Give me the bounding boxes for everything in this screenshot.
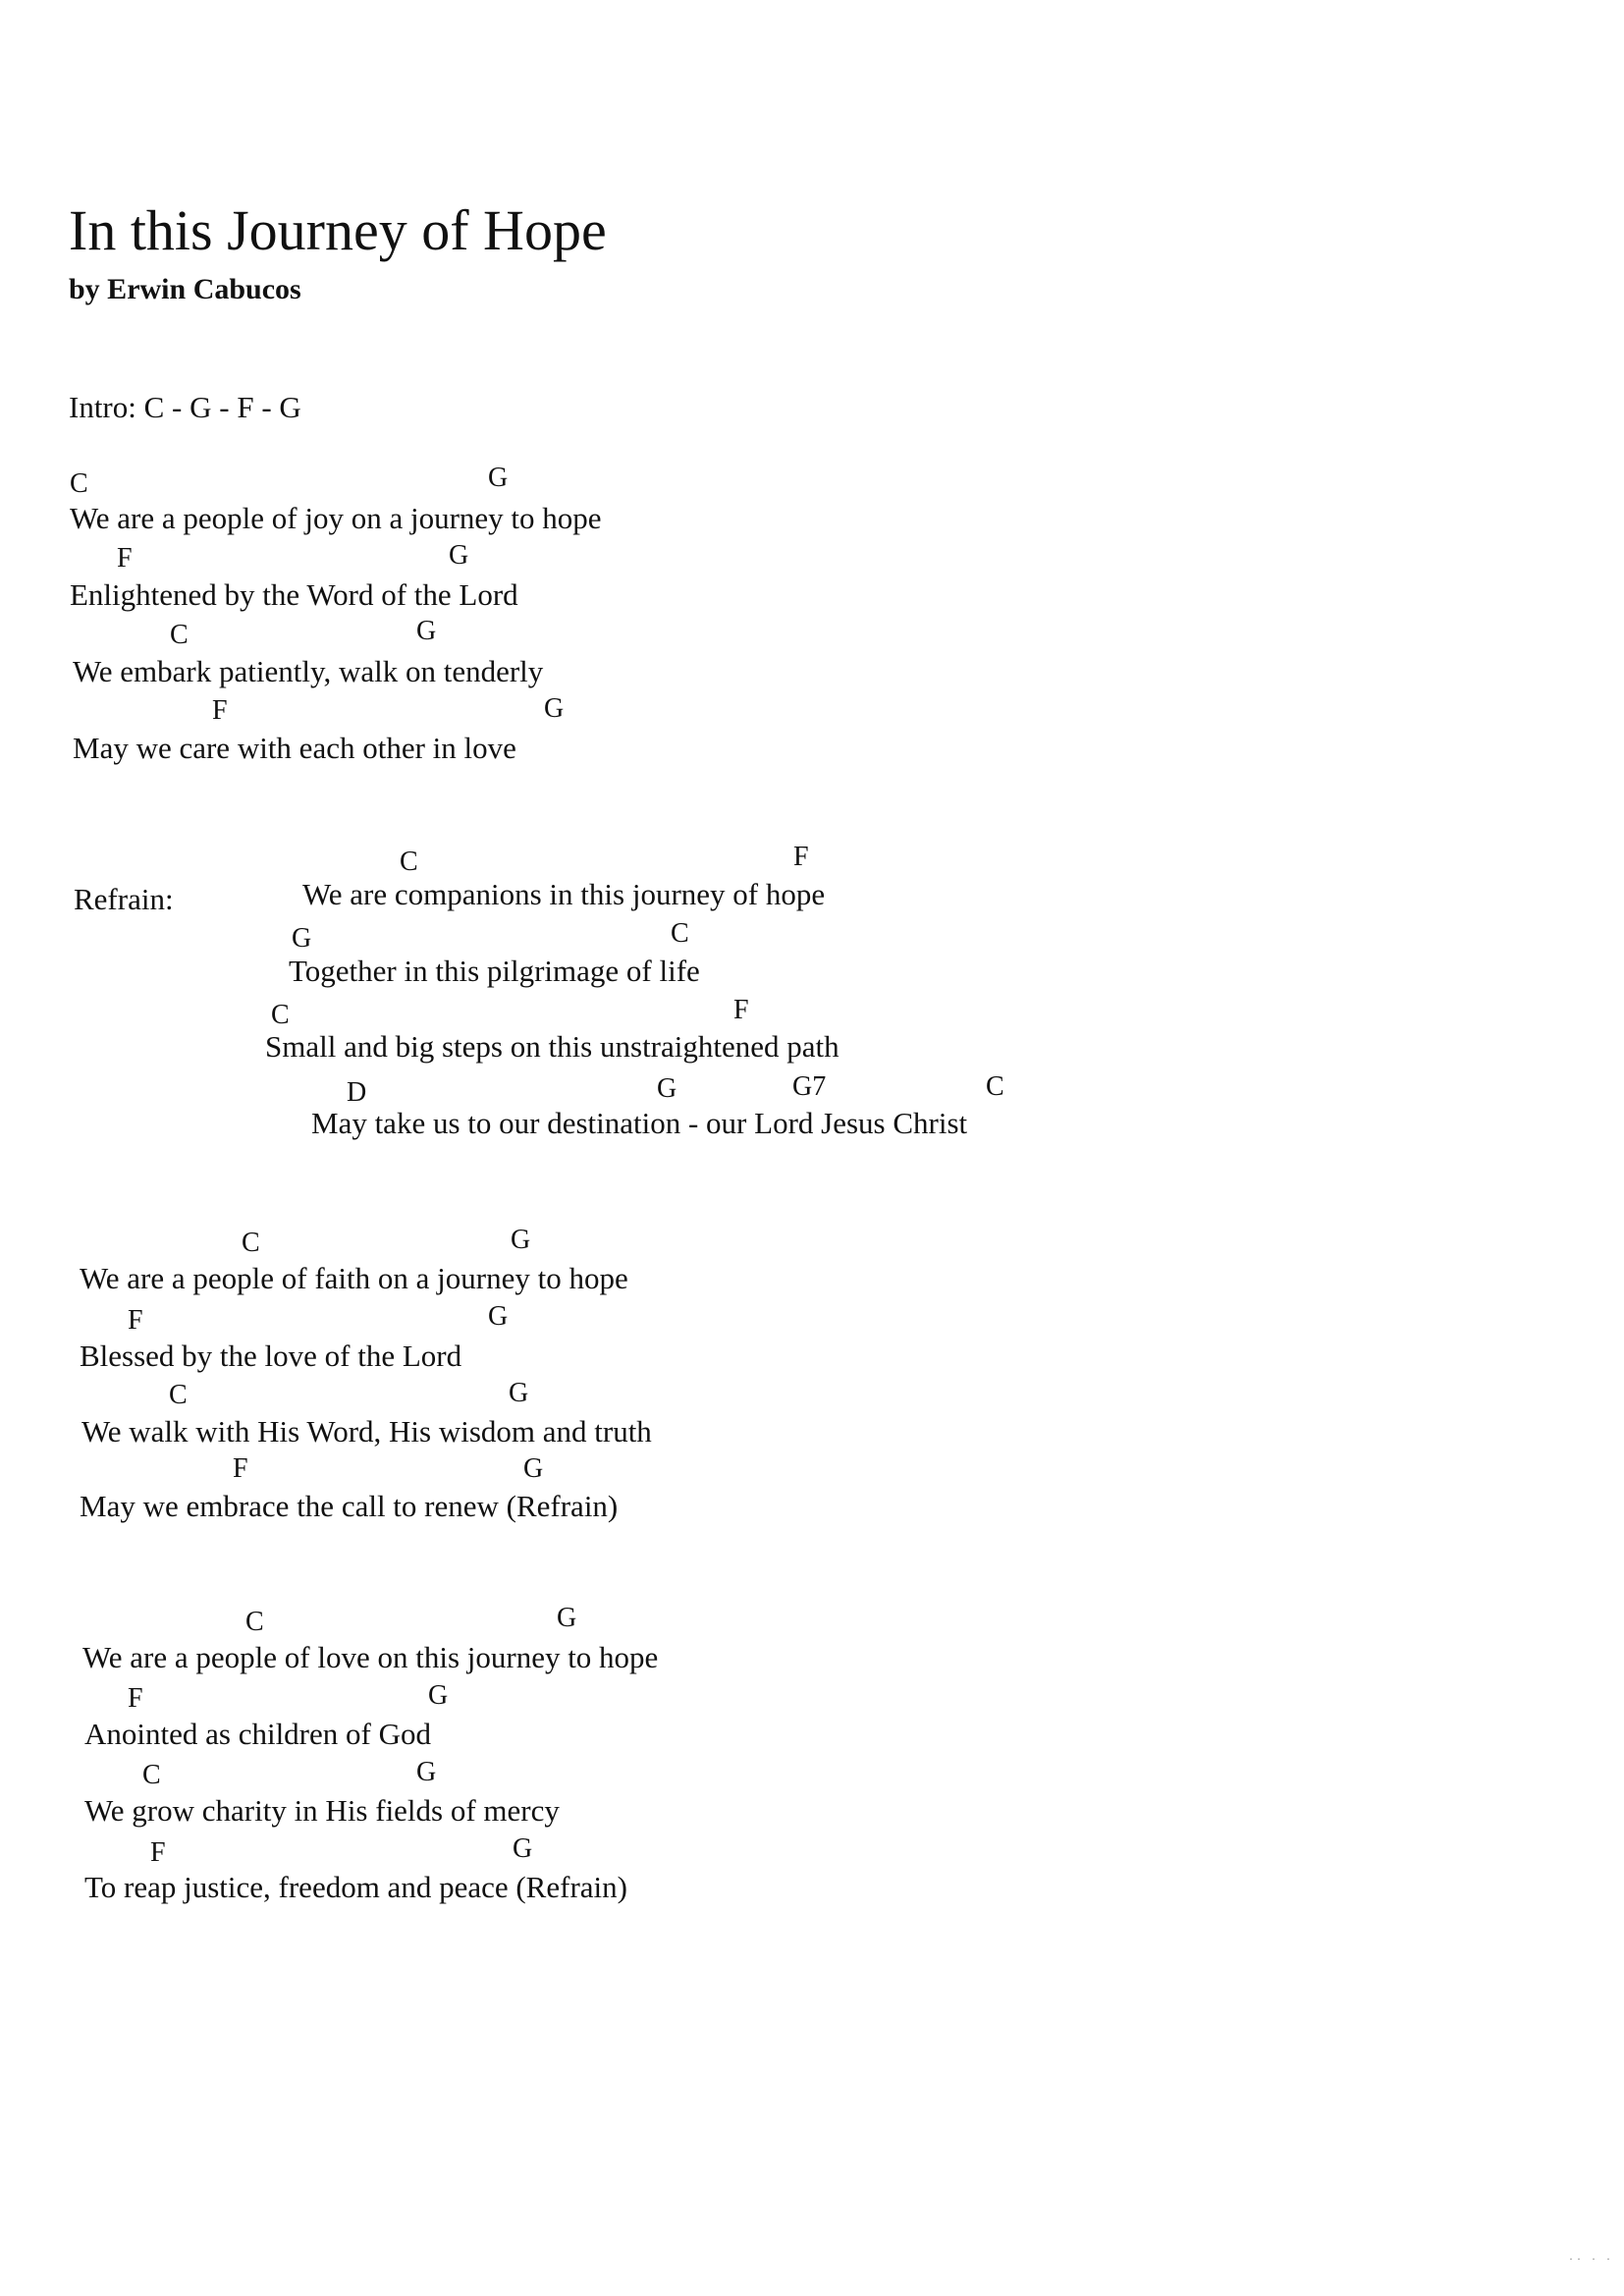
- chord: F: [233, 1453, 248, 1484]
- chord: C: [70, 468, 88, 499]
- refrain-label: Refrain:: [74, 882, 174, 916]
- lyric-line: Blessed by the love of the Lord: [80, 1339, 462, 1373]
- chord: F: [150, 1837, 166, 1868]
- lyric-line: Anointed as children of God: [84, 1717, 431, 1751]
- lyric-line: Together in this pilgrimage of life: [289, 954, 700, 988]
- lyric-line: Enlightened by the Word of the Lord: [70, 577, 518, 612]
- song-title: In this Journey of Hope: [69, 198, 607, 262]
- chord: G7: [792, 1071, 827, 1102]
- lyric-line: We walk with His Word, His wisdom and truth: [81, 1414, 652, 1449]
- chord: C: [170, 620, 189, 650]
- chord: D: [347, 1077, 367, 1108]
- chord: F: [128, 1683, 143, 1714]
- chord: G: [449, 540, 469, 571]
- chord: C: [245, 1607, 264, 1637]
- lyric-line: To reap justice, freedom and peace (Refrain): [84, 1870, 627, 1904]
- chord: G: [488, 1301, 509, 1332]
- chord: G: [511, 1225, 531, 1255]
- chord: F: [793, 842, 809, 872]
- lyric-line: We grow charity in His fields of mercy: [84, 1793, 560, 1828]
- chord: G: [488, 463, 509, 493]
- chord: F: [212, 695, 228, 726]
- chord: G: [428, 1680, 449, 1711]
- chord: G: [523, 1453, 544, 1484]
- lyric-line: May we embrace the call to renew (Refrain): [80, 1489, 619, 1523]
- chord: C: [142, 1760, 161, 1790]
- chord: G: [509, 1378, 529, 1408]
- chord: G: [557, 1603, 577, 1633]
- chord: G: [416, 616, 437, 646]
- chord: C: [242, 1228, 260, 1258]
- chord: G: [416, 1757, 437, 1787]
- chord: G: [544, 693, 565, 724]
- chord: G: [513, 1833, 533, 1864]
- chord: C: [271, 1000, 290, 1030]
- chord: C: [986, 1071, 1004, 1102]
- song-author: by Erwin Cabucos: [69, 273, 301, 305]
- lyric-line: Small and big steps on this unstraightened path: [265, 1029, 839, 1064]
- chord: G: [657, 1073, 677, 1104]
- chord: C: [400, 847, 418, 877]
- chord: F: [128, 1305, 143, 1336]
- chord: C: [671, 918, 689, 949]
- lyric-line: We are companions in this journey of hope: [302, 877, 826, 911]
- chord: C: [169, 1380, 188, 1410]
- scan-specks: ·· · ·: [1569, 2252, 1614, 2266]
- chord: F: [733, 995, 749, 1025]
- lyric-line: May we care with each other in love: [73, 731, 516, 765]
- lyric-line: We embark patiently, walk on tenderly: [73, 654, 544, 688]
- lyric-line: We are a people of joy on a journey to hope: [70, 501, 602, 535]
- intro-line: Intro: C - G - F - G: [69, 390, 301, 424]
- chord: F: [117, 543, 133, 574]
- lyric-line: We are a people of love on this journey to hope: [82, 1640, 659, 1674]
- lyric-line: May take us to our destination - our Lord Jesus Christ: [311, 1106, 968, 1140]
- lyric-line: We are a people of faith on a journey to hope: [80, 1261, 628, 1295]
- chord: G: [292, 923, 312, 954]
